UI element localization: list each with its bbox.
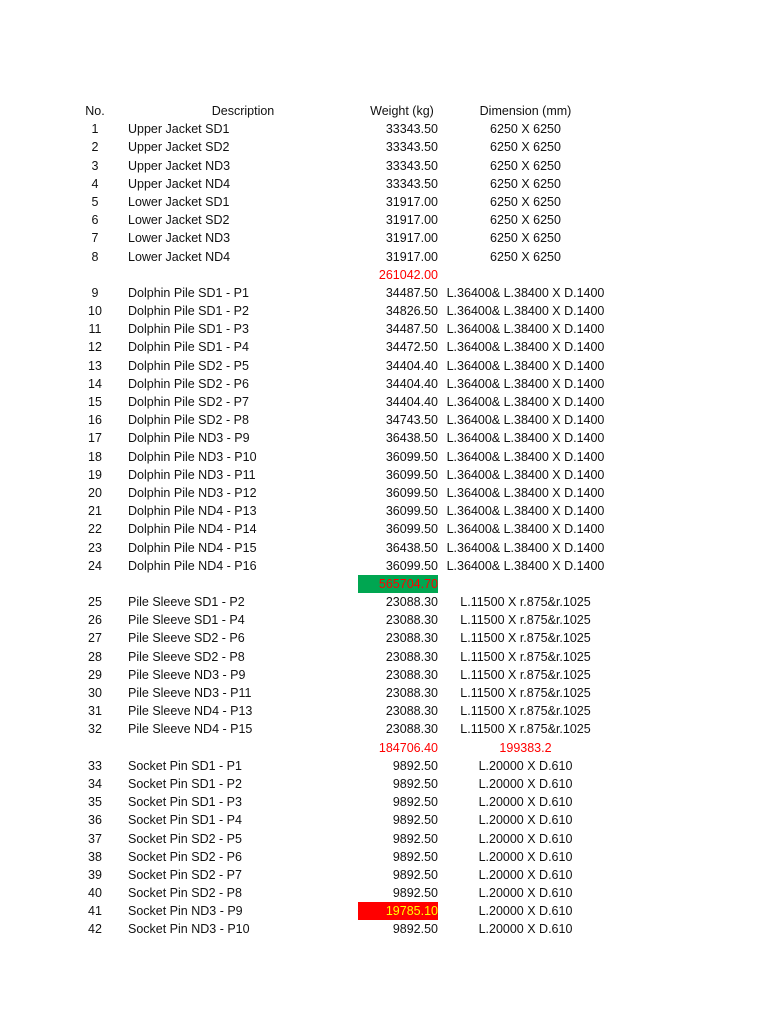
- cell-weight: 9892.50: [392, 886, 438, 901]
- table-row: [0, 466, 768, 484]
- table-row: [0, 884, 768, 902]
- cell-description: Pile Sleeve ND3 - P11: [128, 686, 252, 700]
- cell-dimension: L.36400& L.38400 X D.1400: [446, 358, 605, 373]
- cell-description: Dolphin Pile SD2 - P7: [128, 395, 249, 409]
- cell-no: 16: [88, 413, 102, 428]
- cell-dimension: L.36400& L.38400 X D.1400: [446, 504, 605, 519]
- cell-weight: 34404.40: [385, 395, 438, 409]
- cell-no: 25: [88, 595, 102, 610]
- table-row: [0, 284, 768, 302]
- cell-no: 1: [91, 122, 99, 137]
- cell-no: [70, 739, 120, 757]
- cell-dimension: 6250 X 6250: [490, 231, 561, 246]
- cell-dimension: 6250 X 6250: [490, 122, 561, 137]
- cell-no: 34: [88, 776, 102, 791]
- table-row: [0, 484, 768, 502]
- cell-no: 12: [88, 340, 102, 355]
- cell-weight: 33343.50: [385, 158, 438, 173]
- cell-dimension: [443, 575, 608, 593]
- table-row: [0, 666, 768, 684]
- cell-dimension: L.20000 X D.610: [478, 904, 573, 919]
- cell-weight: 9892.50: [392, 867, 438, 882]
- subtotal-row: [0, 739, 768, 757]
- cell-description: Dolphin Pile ND3 - P10: [128, 449, 257, 464]
- table-row: [0, 629, 768, 647]
- table-row: [0, 611, 768, 629]
- table-row: [0, 866, 768, 884]
- subtotal-row: [0, 266, 768, 284]
- cell-weight: 36438.50: [385, 431, 438, 446]
- cell-no: 11: [88, 322, 102, 337]
- cell-description: Dolphin Pile ND4 - P13: [128, 504, 257, 519]
- cell-description: Pile Sleeve SD1 - P4: [128, 613, 245, 628]
- cell-weight: 36438.50: [385, 540, 438, 555]
- cell-description: Dolphin Pile ND4 - P15: [128, 540, 257, 555]
- cell-description: Socket Pin SD2 - P5: [128, 831, 242, 846]
- cell-description: Pile Sleeve ND4 - P15: [128, 722, 253, 737]
- cell-description: Dolphin Pile ND4 - P14: [128, 522, 257, 537]
- cell-weight: 31917.00: [385, 213, 438, 228]
- table-row: [0, 120, 768, 138]
- cell-dimension: L.20000 X D.610: [478, 776, 573, 791]
- cell-no: 2: [91, 140, 99, 155]
- spreadsheet: [0, 102, 768, 939]
- table-row: [0, 502, 768, 520]
- cell-weight: 565704.70: [358, 575, 438, 593]
- cell-dimension: 6250 X 6250: [490, 158, 561, 173]
- subtotal-row: [0, 575, 768, 593]
- cell-weight: 36099.50: [385, 485, 438, 500]
- cell-weight: 36099.50: [385, 504, 438, 519]
- cell-dimension: 6250 X 6250: [490, 140, 561, 155]
- cell-dimension: L.36400& L.38400 X D.1400: [446, 449, 605, 464]
- cell-description: Pile Sleeve SD1 - P2: [128, 595, 245, 610]
- cell-description: Dolphin Pile SD1 - P2: [128, 304, 249, 319]
- cell-description: Socket Pin SD1 - P3: [128, 795, 242, 810]
- cell-description: Socket Pin SD2 - P8: [128, 886, 242, 901]
- table-row: [0, 830, 768, 848]
- cell-no: 32: [88, 722, 102, 737]
- cell-description: Dolphin Pile SD1 - P4: [128, 340, 249, 355]
- cell-description: Socket Pin SD1 - P4: [128, 813, 242, 828]
- table-row: [0, 757, 768, 775]
- cell-description: Upper Jacket ND4: [128, 176, 231, 191]
- table-row: [0, 648, 768, 666]
- table-row: [0, 157, 768, 175]
- cell-no: 27: [88, 631, 102, 646]
- cell-weight: 9892.50: [392, 795, 438, 810]
- table-row: [0, 593, 768, 611]
- cell-no: 5: [91, 194, 99, 209]
- cell-no: 18: [88, 449, 102, 464]
- cell-no: [70, 575, 120, 593]
- cell-weight: 34472.50: [385, 340, 438, 355]
- cell-weight: 23088.30: [385, 649, 438, 664]
- cell-no: 28: [88, 649, 102, 664]
- cell-description: Lower Jacket ND4: [128, 249, 231, 264]
- cell-description: Pile Sleeve ND3 - P9: [128, 667, 246, 682]
- table-row: [0, 229, 768, 247]
- cell-no: 21: [88, 504, 102, 519]
- table-row: [0, 702, 768, 720]
- cell-weight: 184706.40: [378, 740, 438, 755]
- cell-weight: 31917.00: [385, 194, 438, 209]
- cell-no: 36: [88, 813, 102, 828]
- header-row: [0, 102, 768, 120]
- cell-description: Socket Pin SD1 - P1: [128, 758, 242, 773]
- cell-description: Upper Jacket SD2: [128, 140, 230, 155]
- cell-weight: 33343.50: [385, 176, 438, 191]
- table-row: [0, 793, 768, 811]
- cell-weight: 31917.00: [385, 249, 438, 264]
- table-row: [0, 811, 768, 829]
- cell-weight: 34404.40: [385, 376, 438, 391]
- header-no: No.: [85, 104, 105, 118]
- cell-no: 14: [88, 376, 102, 391]
- cell-weight: 23088.30: [385, 613, 438, 628]
- cell-dimension: L.20000 X D.610: [478, 795, 573, 810]
- cell-weight: 34404.40: [385, 358, 438, 373]
- cell-no: 33: [88, 758, 102, 773]
- cell-weight: 23088.30: [385, 595, 438, 610]
- cell-no: 10: [88, 304, 102, 319]
- cell-description: Dolphin Pile ND4 - P16: [128, 558, 257, 573]
- cell-dimension: L.36400& L.38400 X D.1400: [446, 304, 605, 319]
- cell-dimension: 6250 X 6250: [490, 176, 561, 191]
- cell-description: Dolphin Pile SD1 - P1: [128, 285, 249, 300]
- table-row: [0, 393, 768, 411]
- cell-description: Dolphin Pile SD2 - P8: [128, 413, 249, 428]
- table-row: [0, 357, 768, 375]
- header-dimension: Dimension (mm): [479, 104, 572, 118]
- cell-weight: 19785.10: [358, 902, 438, 920]
- table-row: [0, 902, 768, 920]
- cell-weight: 36099.50: [385, 449, 438, 464]
- cell-weight: 33343.50: [385, 122, 438, 137]
- table-row: [0, 248, 768, 266]
- cell-weight: 34826.50: [385, 304, 438, 319]
- table-row: [0, 375, 768, 393]
- cell-weight: 261042.00: [378, 267, 438, 282]
- cell-no: 41: [88, 904, 102, 919]
- table-row: [0, 539, 768, 557]
- cell-description: [128, 739, 348, 757]
- table-row: [0, 557, 768, 575]
- cell-dimension: L.36400& L.38400 X D.1400: [446, 558, 605, 573]
- cell-dimension: 6250 X 6250: [490, 213, 561, 228]
- cell-no: 37: [88, 831, 102, 846]
- cell-no: 17: [88, 431, 102, 446]
- cell-weight: 9892.50: [392, 849, 438, 864]
- table-row: [0, 920, 768, 938]
- cell-weight: 9892.50: [392, 922, 438, 937]
- cell-no: 3: [91, 158, 99, 173]
- cell-dimension: L.11500 X r.875&r.1025: [460, 667, 591, 682]
- cell-weight: 33343.50: [385, 140, 438, 155]
- cell-no: 23: [88, 540, 102, 555]
- table-row: [0, 429, 768, 447]
- table-row: [0, 302, 768, 320]
- cell-description: Pile Sleeve SD2 - P6: [128, 631, 245, 646]
- cell-no: 35: [88, 795, 102, 810]
- cell-weight: 36099.50: [385, 558, 438, 573]
- cell-no: 29: [88, 667, 102, 682]
- cell-description: Upper Jacket SD1: [128, 122, 230, 137]
- cell-dimension: 6250 X 6250: [490, 249, 561, 264]
- cell-weight: 9892.50: [392, 813, 438, 828]
- cell-description: Dolphin Pile SD1 - P3: [128, 322, 249, 337]
- cell-dimension: L.11500 X r.875&r.1025: [460, 686, 591, 700]
- cell-description: Socket Pin SD1 - P2: [128, 776, 242, 791]
- cell-weight: 36099.50: [385, 467, 438, 482]
- cell-description: Dolphin Pile SD2 - P6: [128, 376, 249, 391]
- table-row: [0, 338, 768, 356]
- cell-weight: 9892.50: [392, 831, 438, 846]
- cell-dimension: L.20000 X D.610: [478, 886, 573, 901]
- cell-dimension: L.36400& L.38400 X D.1400: [446, 340, 605, 355]
- cell-dimension: L.36400& L.38400 X D.1400: [446, 376, 605, 391]
- cell-description: Pile Sleeve ND4 - P13: [128, 704, 253, 719]
- table-row: [0, 320, 768, 338]
- cell-no: 26: [88, 613, 102, 628]
- cell-dimension: L.20000 X D.610: [478, 831, 573, 846]
- cell-no: 15: [88, 395, 102, 409]
- cell-no: 19: [88, 467, 102, 482]
- cell-dimension: L.36400& L.38400 X D.1400: [446, 395, 605, 409]
- cell-dimension: L.36400& L.38400 X D.1400: [446, 540, 605, 555]
- cell-no: 22: [88, 522, 102, 537]
- table-row: [0, 448, 768, 466]
- cell-description: [128, 575, 348, 593]
- cell-description: Dolphin Pile ND3 - P9: [128, 431, 250, 446]
- cell-dimension: L.20000 X D.610: [478, 813, 573, 828]
- cell-weight: 9892.50: [392, 758, 438, 773]
- cell-description: Socket Pin ND3 - P9: [128, 904, 243, 919]
- cell-description: Lower Jacket SD1: [128, 194, 230, 209]
- cell-dimension: L.20000 X D.610: [478, 922, 573, 937]
- cell-weight: 23088.30: [385, 686, 438, 700]
- cell-description: Dolphin Pile ND3 - P11: [128, 467, 256, 482]
- header-description: Description: [211, 104, 275, 118]
- cell-no: 31: [88, 704, 102, 719]
- cell-dimension: L.11500 X r.875&r.1025: [460, 631, 591, 646]
- cell-dimension: L.20000 X D.610: [478, 758, 573, 773]
- cell-dimension: L.36400& L.38400 X D.1400: [446, 485, 605, 500]
- cell-dimension: L.36400& L.38400 X D.1400: [446, 322, 605, 337]
- cell-weight: 34743.50: [385, 413, 438, 428]
- cell-description: Lower Jacket ND3: [128, 231, 231, 246]
- cell-weight: 23088.30: [385, 704, 438, 719]
- cell-dimension: 6250 X 6250: [490, 194, 561, 209]
- header-weight: Weight (kg): [370, 104, 434, 118]
- cell-dimension: 199383.2: [499, 740, 552, 755]
- cell-no: 7: [91, 231, 99, 246]
- cell-description: Pile Sleeve SD2 - P8: [128, 649, 245, 664]
- cell-weight: 23088.30: [385, 631, 438, 646]
- cell-weight: 9892.50: [392, 776, 438, 791]
- cell-dimension: L.36400& L.38400 X D.1400: [446, 467, 605, 482]
- cell-no: 38: [88, 849, 102, 864]
- cell-no: 6: [91, 213, 99, 228]
- table-row: [0, 775, 768, 793]
- cell-description: Socket Pin SD2 - P7: [128, 867, 242, 882]
- cell-no: 13: [88, 358, 102, 373]
- cell-no: 40: [88, 886, 102, 901]
- cell-weight: 34487.50: [385, 285, 438, 300]
- cell-dimension: L.11500 X r.875&r.1025: [460, 613, 591, 628]
- cell-description: Upper Jacket ND3: [128, 158, 231, 173]
- table-row: [0, 520, 768, 538]
- cell-dimension: L.11500 X r.875&r.1025: [460, 722, 591, 737]
- cell-no: 39: [88, 867, 102, 882]
- cell-dimension: L.20000 X D.610: [478, 867, 573, 882]
- cell-no: 4: [91, 176, 99, 191]
- cell-dimension: L.36400& L.38400 X D.1400: [446, 285, 605, 300]
- table-row: [0, 193, 768, 211]
- cell-dimension: L.11500 X r.875&r.1025: [460, 649, 591, 664]
- cell-no: [70, 266, 120, 284]
- table-row: [0, 138, 768, 156]
- cell-no: 24: [88, 558, 102, 573]
- cell-weight: 36099.50: [385, 522, 438, 537]
- cell-description: Lower Jacket SD2: [128, 213, 230, 228]
- cell-description: Dolphin Pile ND3 - P12: [128, 485, 257, 500]
- cell-description: [128, 266, 348, 284]
- cell-dimension: L.36400& L.38400 X D.1400: [446, 413, 605, 428]
- table-row: [0, 848, 768, 866]
- table-row: [0, 720, 768, 738]
- cell-no: 8: [91, 249, 99, 264]
- cell-weight: 23088.30: [385, 667, 438, 682]
- cell-weight: 34487.50: [385, 322, 438, 337]
- cell-weight: 31917.00: [385, 231, 438, 246]
- table-row: [0, 175, 768, 193]
- cell-no: 30: [88, 686, 102, 700]
- table-row: [0, 211, 768, 229]
- cell-no: 9: [91, 285, 99, 300]
- table-row: [0, 411, 768, 429]
- cell-dimension: [443, 266, 608, 284]
- cell-weight: 23088.30: [385, 722, 438, 737]
- cell-dimension: L.20000 X D.610: [478, 849, 573, 864]
- cell-description: Socket Pin SD2 - P6: [128, 849, 242, 864]
- cell-description: Dolphin Pile SD2 - P5: [128, 358, 249, 373]
- table-row: [0, 684, 768, 702]
- cell-no: 20: [88, 485, 102, 500]
- cell-no: 42: [88, 922, 102, 937]
- cell-dimension: L.11500 X r.875&r.1025: [460, 704, 591, 719]
- cell-description: Socket Pin ND3 - P10: [128, 922, 250, 937]
- cell-dimension: L.36400& L.38400 X D.1400: [446, 522, 605, 537]
- cell-dimension: L.36400& L.38400 X D.1400: [446, 431, 605, 446]
- cell-dimension: L.11500 X r.875&r.1025: [460, 595, 591, 610]
